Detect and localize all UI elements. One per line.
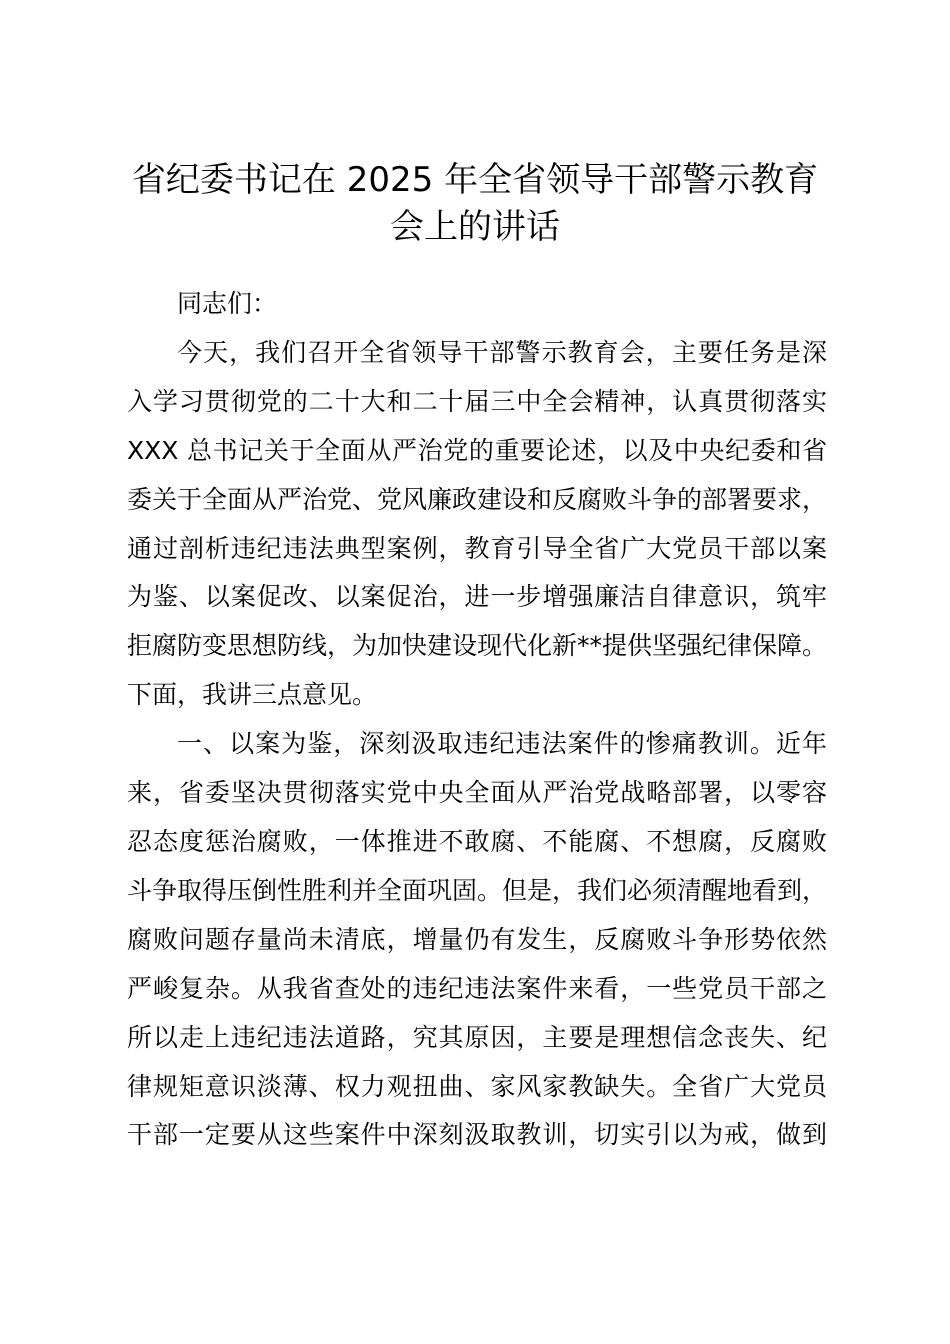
paragraph-line: 所以走上违纪违法道路，究其原因，主要是理想信念丧失、纪 — [127, 1022, 827, 1052]
paragraph-line: 拒腐防变思想防线，为加快建设现代化新**提供坚强纪律保障。 — [127, 631, 828, 661]
paragraph-section-one — [127, 720, 827, 1160]
title-line: 省纪委书记在 2025 年全省领导干部警示教育 — [131, 160, 819, 200]
paragraph-line: 腐败问题存量尚未清底，增量仍有发生，反腐败斗争形势依然 — [127, 924, 827, 954]
paragraph-line: 委关于全面从严治党、党风廉政建设和反腐败斗争的部署要求， — [127, 484, 828, 514]
speech-body — [127, 280, 827, 1160]
title-line: 会上的讲话 — [390, 207, 560, 247]
salutation: 同志们： — [177, 289, 278, 318]
paragraph-line: 下面，我讲三点意见。 — [127, 680, 378, 710]
document-title — [100, 157, 850, 251]
paragraph-line: 忍态度惩治腐败，一体推进不敢腐、不能腐、不想腐，反腐败 — [127, 826, 827, 856]
paragraph-opening — [127, 329, 827, 720]
paragraph-line: 斗争取得压倒性胜利并全面巩固。但是，我们必须清醒地看到， — [127, 875, 828, 905]
paragraph-line: 严峻复杂。从我省查处的违纪违法案件来看，一些党员干部之 — [127, 973, 827, 1003]
paragraph-line: 干部一定要从这些案件中深刻汲取教训，切实引以为戒，做到 — [127, 1120, 827, 1150]
paragraph-line: 为鉴、以案促改、以案促治，进一步增强廉洁自律意识，筑牢 — [127, 582, 827, 612]
paragraph-line: 律规矩意识淡薄、权力观扭曲、家风家教缺失。全省广大党员 — [127, 1071, 827, 1101]
paragraph-line: 入学习贯彻党的二十大和二十届三中全会精神，认真贯彻落实 — [127, 386, 827, 416]
paragraph-line: 通过剖析违纪违法典型案例，教育引导全省广大党员干部以案 — [127, 533, 827, 563]
paragraph-line: XXX 总书记关于全面从严治党的重要论述，以及中央纪委和省 — [127, 435, 827, 465]
paragraph-line: 今天，我们召开全省领导干部警示教育会，主要任务是深 — [177, 337, 827, 367]
paragraph-line: 一、以案为鉴，深刻汲取违纪违法案件的惨痛教训。近年 — [177, 729, 827, 759]
paragraph-line: 来，省委坚决贯彻落实党中央全面从严治党战略部署，以零容 — [127, 778, 827, 808]
